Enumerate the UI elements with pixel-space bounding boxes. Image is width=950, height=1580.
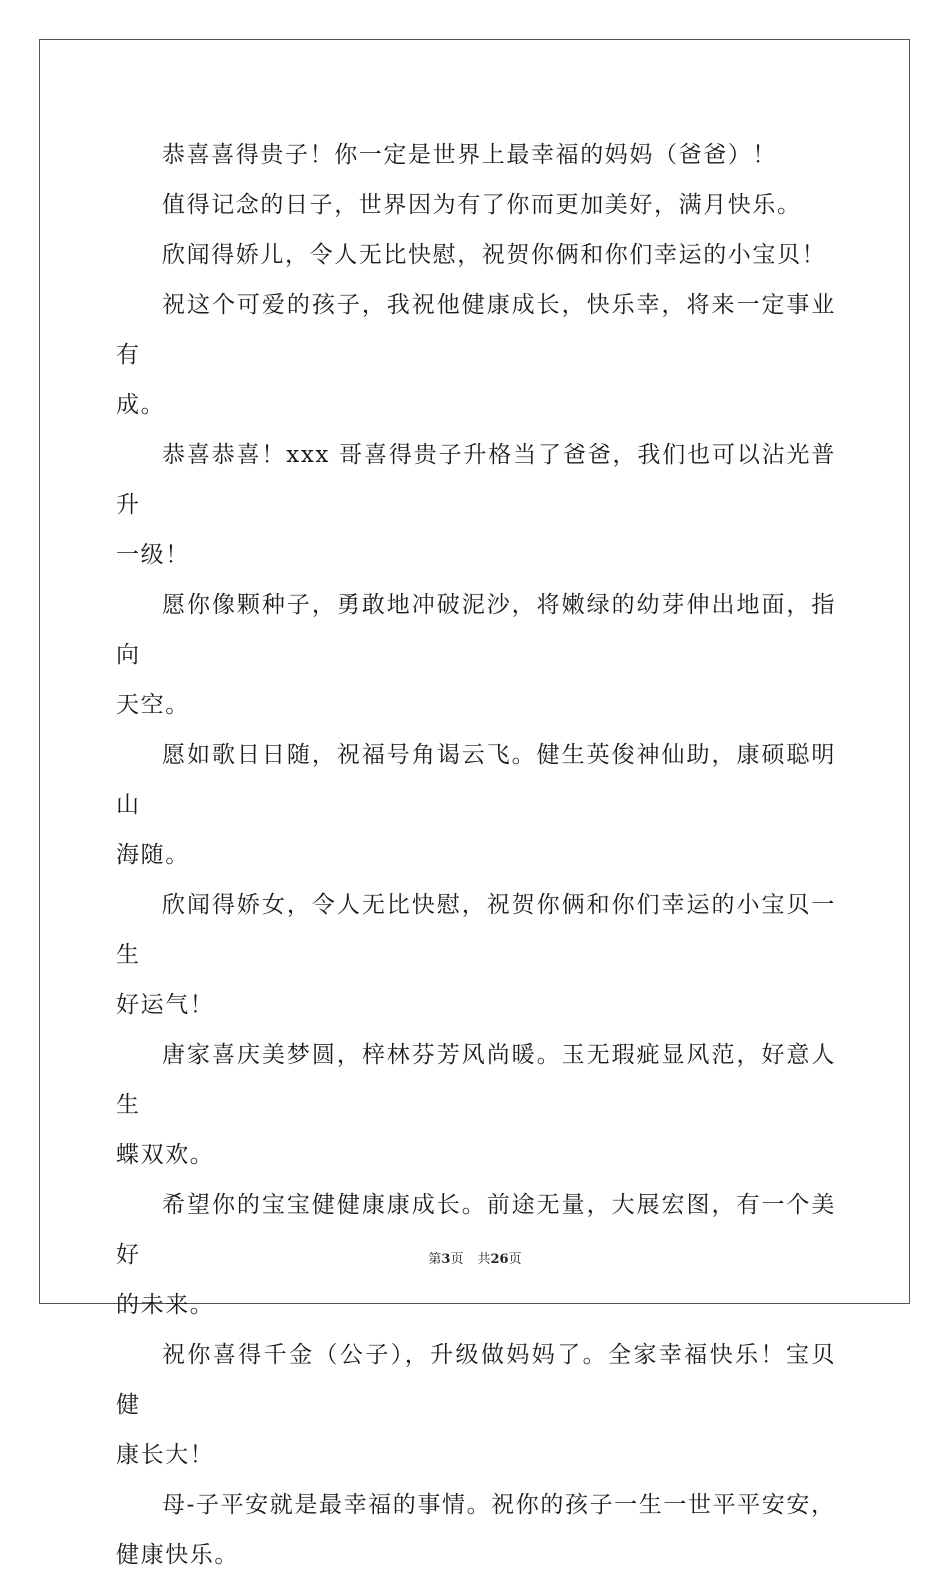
paragraph-10: 希望你的宝宝健健康康成长。前途无量，大展宏图，有一个美好 的未来。 xyxy=(116,1192,836,1318)
paragraph-8: 欣闻得娇女，令人无比快慰，祝贺你俩和你们幸运的小宝贝一生 好运气！ xyxy=(116,892,836,1018)
paragraph-2: 值得记念的日子，世界因为有了你而更加美好，满月快乐。 xyxy=(162,192,802,218)
paragraph-1: 恭喜喜得贵子！你一定是世界上最幸福的妈妈（爸爸）！ xyxy=(162,142,777,168)
document-body xyxy=(116,130,836,1580)
paragraph-5: 恭喜恭喜！xxx 哥喜得贵子升格当了爸爸，我们也可以沾光普升 一级！ xyxy=(116,442,836,568)
paragraph-7: 愿如歌日日随，祝福号角谒云飞。健生英俊神仙助，康硕聪明山 海随。 xyxy=(116,742,836,868)
paragraph-11: 祝你喜得千金（公子），升级做妈妈了。全家幸福快乐！宝贝健 康长大！ xyxy=(116,1342,836,1468)
paragraph-12: 母-子平安就是最幸福的事情。祝你的孩子一生一世平平安安， 健康快乐。 xyxy=(116,1492,836,1568)
paragraph-6: 愿你像颗种子，勇敢地冲破泥沙，将嫩绿的幼芽伸出地面，指向 天空。 xyxy=(116,592,836,718)
page-total: 26 xyxy=(490,1252,509,1267)
page-current: 3 xyxy=(441,1252,451,1267)
page-suffix: 页 xyxy=(450,1252,464,1267)
paragraph-9: 唐家喜庆美梦圆，梓林芬芳风尚暖。玉无瑕疵显风范，好意人生 蝶双欢。 xyxy=(116,1042,836,1168)
page-footer xyxy=(0,1248,950,1267)
total-prefix: 共 xyxy=(477,1252,491,1267)
paragraph-4: 祝这个可爱的孩子，我祝他健康成长，快乐幸，将来一定事业有 成。 xyxy=(116,292,836,418)
page-prefix: 第 xyxy=(428,1252,442,1267)
total-suffix: 页 xyxy=(508,1252,522,1267)
paragraph-3: 欣闻得娇儿，令人无比快慰，祝贺你俩和你们幸运的小宝贝！ xyxy=(162,242,827,268)
